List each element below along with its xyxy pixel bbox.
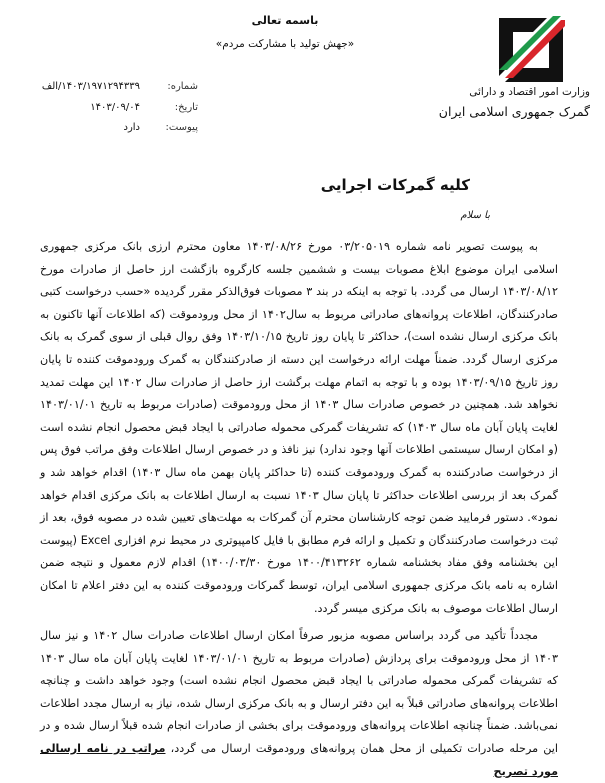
paragraph-1-text: به پیوست تصویر نامه شماره ۰۳/۲۰۵۰۱۹ مورخ ۱۴۰۳/۰۸/۲۶ معاون محترم ارزی بانک مرکزی جمهوری اسلامی ایران موضوع ابلاغ مصوبات بیست و ششمین جلسه کارگروه بازگشت ارز حاصل از صادرات مورخ ۱۴۰۳/۰۸/۱۲ ارسال می گردد. با توجه به اینکه در بند ۳ مصوبات فوق‌الذکر مقرر گردیده «حسب درخواست کتبی صادرکنندگان، اطلاعات پروانه‌های صادراتی مربوط به سال۱۴۰۲ از محل ورودموقت (که اطلاعات آنها تاکنون به بانک مرکزی ارسال نشده است)، حداکثر تا پایان روز تاریخ ۱۴۰۳/۱۰/۱۵ وفق روال قبلی از سوی گمرک به بانک مرکزی ارسال گردد. ضمناً مهلت ارائه درخواست این دسته از صادرکنندگان به گمرک ورودموقت کننده تا پایان روز تاریخ ۱۴۰۳/۰۹/۱۵ بوده و با توجه به اتمام مهلت برگشت ارز حاصل از صادرات سال ۱۴۰۲ این مهلت تمدید نخواهد شد. همچنین در خصوص صادرات سال ۱۴۰۳ از محل ورودموقت (صادرات مربوط به تاریخ ۱۴۰۳/۰۱/۰۱ لغایت پایان آبان ماه سال ۱۴۰۳) که تشریفات گمرکی محموله صادراتی با ایجاد قبض محصول انجام نشده است (و امکان ارسال سیستمی اطلاعات آنها وجود ندارد) نیز نافذ و در خصوص ارسال اطلاعات وفق مراتب فوق پس از درخواست صادرکننده به گمرک ورودموقت کننده (تا حداکثر پایان بهمن ماه سال ۱۴۰۳) اقدام خواهد شد و گمرک بعد از بررسی اطلاعات حداکثر تا پایان سال ۱۴۰۳ نسبت به ارسال اطلاعات به بانک مرکزی اقدام خواهد نمود». دستور فرمایید ضمن توجه کارشناسان محترم آن گمرکات به مهلت‌های تعیین شده در مصوبه فوق، بعد از ثبت درخواست صادرکنندگان و تکمیل و ارائه فرم مطابق با فایل کامپیوتری در محیط نرم افزاری Excel (پیوست این بخشنامه وفق مفاد بخشنامه شماره ۱۴۰۰/۴۱۳۲۶۲ مورخ ۱۴۰۰/۰۳/۳۰) اقدام لازم معمول و نتیجه ضمن اشاره به نامه بانک مرکزی جمهوری اسلامی ایران، توسط گمرکات ورودموقت کننده به این دفتر اعلام تا امکان ارسال اطلاعات موصوف به بانک مرکزی میسر گردد.: [40, 240, 558, 615]
ministry-name: وزارت امور اقتصاد و دارائی: [469, 86, 590, 98]
invocation-heading: باسمه تعالی: [251, 14, 319, 27]
year-slogan: «جهش تولید با مشارکت مردم»: [215, 38, 355, 50]
letter-body: [40, 236, 558, 783]
attachment-row: [8, 122, 198, 133]
organization-name: گمرک جمهوری اسلامی ایران: [438, 104, 590, 119]
attachment-value: دارد: [123, 122, 140, 133]
body-paragraph-1: [40, 236, 558, 620]
letter-number-value: ۱۴۰۳/۱۹۷۱۲۹۴۳۳۹/الف: [41, 81, 140, 92]
paragraph-2-text: مجدداً تأکید می گردد براساس مصوبه مزبور صرفاً امکان ارسال اطلاعات صادرات سال ۱۴۰۲ و نیز سال ۱۴۰۳ از محل ورودموقت برای پردازش (صادرات مربوط به تاریخ ۱۴۰۳/۰۱/۰۱ لغایت پایان آبان ماه سال ۱۴۰۳ که تشریفات گمرکی محموله صادراتی با ایجاد قبض محصول انجام نشده است) وجود خواهد داشت و چنانچه اطلاعات پروانه‌های صادراتی قبلاً به این دفتر ارسال و به بانک مرکزی ارسال شده، نیاز به ارسال مجدد اطلاعات نمی‌باشد. ضمناً چنانچه اطلاعات پروانه‌های ورودموقت برای بخشی از صادرات انجام شده قبلاً ارسال شده و در این مرحله صادرات تکمیلی از محل همان پروانه‌های ورودموقت ارسال می گردد،: [40, 629, 558, 756]
body-paragraph-2: [40, 625, 558, 783]
attachment-label: پیوست:: [165, 122, 198, 133]
greeting: با سلام: [460, 210, 490, 221]
underlined-phrase: مراتب در نامه ارسالی مورد تصریح: [40, 742, 558, 778]
letter-date-row: [8, 102, 198, 113]
recipient-heading: کلیه گمرکات اجرایی: [320, 176, 470, 194]
letter-number-label: شماره:: [167, 81, 198, 92]
letter-date-label: تاریخ:: [174, 102, 198, 113]
letter-number-row: [8, 81, 198, 92]
customs-logo-icon: [495, 14, 567, 86]
letter-date-value: ۱۴۰۳/۰۹/۰۴: [90, 102, 140, 113]
